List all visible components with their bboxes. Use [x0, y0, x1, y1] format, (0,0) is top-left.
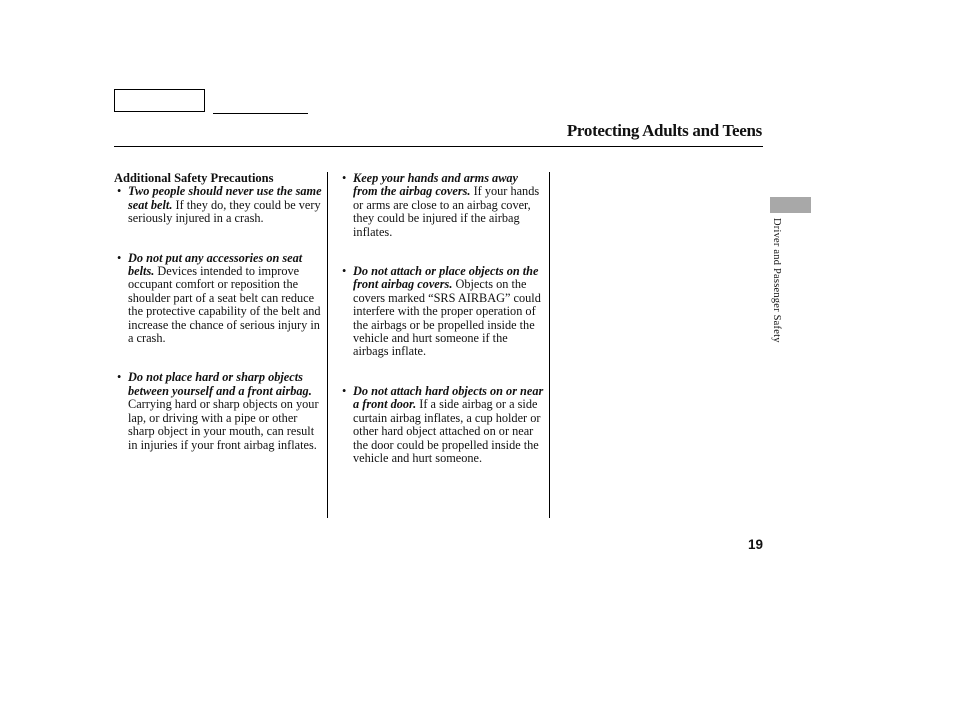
- warning-emphasis: Do not put any accessories on seat belts.: [128, 250, 303, 279]
- warning-text: Devices intended to improve occupant comfort or reposition the shoulder part of a seat belt can reduce the protective capability of the belt and increase the chance of serious injury in a crash.: [128, 264, 321, 346]
- column-middle: [339, 172, 545, 491]
- chapter-tab[interactable]: [770, 197, 811, 213]
- header-rule: [114, 146, 763, 147]
- list-item: [114, 185, 324, 225]
- warning-emphasis: Do not attach or place objects on the front airbag covers.: [353, 264, 539, 292]
- section-heading: Additional Safety Precautions: [114, 171, 274, 185]
- column-divider: [549, 172, 550, 518]
- bullet-dot: •: [342, 171, 347, 185]
- page-title: Protecting Adults and Teens: [566, 121, 762, 140]
- index-nav-line[interactable]: [213, 113, 308, 114]
- warning-text: Objects on the covers marked “SRS AIRBAG” could interfere with the proper operation of the airbags or be propelled inside the vehicle and hurt someone if the airbags inflate.: [353, 277, 541, 359]
- warning-emphasis: Keep your hands and arms away from the airbag covers.: [353, 171, 519, 199]
- warning-text: If they do, they could be very seriously injured in a crash.: [128, 197, 321, 226]
- chapter-label: Driver and Passenger Safety: [771, 218, 782, 343]
- list-item: [339, 265, 545, 359]
- bullet-dot: •: [342, 383, 347, 398]
- list-item: [114, 371, 324, 451]
- page-number: 19: [747, 537, 763, 552]
- warning-text: If a side airbag or a side curtain airbag inflates, a cup holder or other hard object attached on or near the door could be propelled inside the vehicle and hurt someone.: [353, 397, 541, 465]
- list-item: [339, 172, 545, 239]
- bullet-dot: •: [117, 184, 122, 199]
- list-item: [339, 385, 545, 465]
- contents-nav-box[interactable]: [114, 89, 205, 112]
- warning-text: If your hands or arms are close to an airbag cover, they could be injured if the airbag inflates.: [353, 184, 540, 239]
- column-divider: [327, 172, 328, 518]
- bullet-dot: •: [117, 250, 122, 265]
- column-left: [114, 172, 324, 478]
- bullet-dot: •: [342, 264, 347, 279]
- warning-emphasis: Two people should never use the same seat belt.: [128, 184, 322, 212]
- warning-emphasis: Do not place hard or sharp objects between yourself and a front airbag.: [128, 370, 312, 398]
- bullet-dot: •: [117, 370, 122, 385]
- warning-text: Carrying hard or sharp objects on your lap, or driving with a pipe or other sharp object in your mouth, can result in injuries if your front airbag inflates.: [128, 397, 319, 452]
- warning-emphasis: Do not attach hard objects on or near a front door.: [353, 383, 544, 412]
- list-item: [114, 252, 324, 346]
